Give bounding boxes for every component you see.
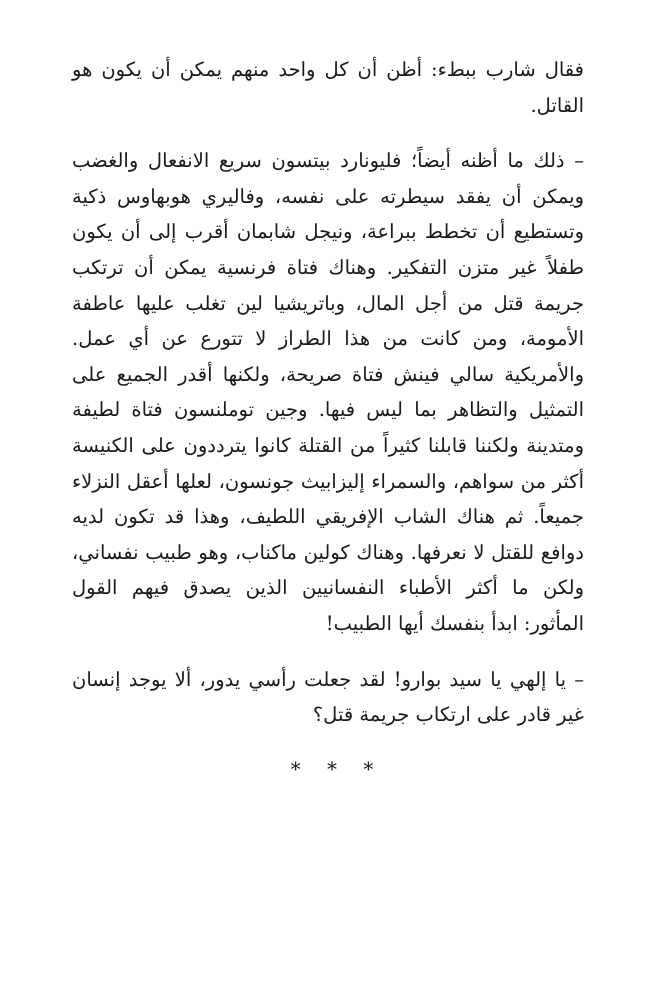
paragraph-sharpe-remark: فقال شارب ببطء: أظن أن كل واحد منهم يمكن أن يكون هو القاتل. (72, 58, 584, 117)
paragraph-suspects-list: – ذلك ما أظنه أيضاً؛ فليونارد بيتسون سريع الانفعال والغضب ويمكن أن يفقد سيطرته على نفسه، وفاليري هوبهاوس ذكية وتستطيع أن تخطط ببراعة، ونيجل شابمان أقرب إلى أن يكون طفلاً غير متزن التفكير. وهناك فتاة فرنسية يمكن أن ترتكب جريمة قتل من أجل المال، وباتريشيا لين تغلب عليها عاطفة الأمومة، ومن كانت من هذا الطراز لا تتورع عن أي عمل. والأمريكية سالي فينش فتاة صريحة، ولكنها أقدر الجميع على التمثيل والتظاهر بما ليس فيها. وجين توملنسون فتاة لطيفة ومتدينة ولكننا قابلنا كثيراً من القتلة كانوا يترددون على الكنيسة أكثر من سواهم، والسمراء إليزابيث جونسون، لعلها أعقل النزلاء جميعاً. ثم هناك الشاب الإفريقي اللطيف، وهذا قد تكون لديه دوافع للقتل لا نعرفها. وهناك كولين ماكناب، وهو طبيب نفساني، ولكن ما أكثر الأطباء النفسانيين الذين يصدق فيهم القول المأثور: ابدأ بنفسك أيها الطبيب! (72, 149, 584, 635)
section-separator: * * * (290, 756, 384, 781)
paragraph-poirot-reply: – يا إلهي يا سيد بوارو! لقد جعلت رأسي يدور، ألا يوجد إنسان غير قادر على ارتكاب جريمة قتل؟ (72, 667, 584, 727)
book-page (72, 52, 584, 781)
